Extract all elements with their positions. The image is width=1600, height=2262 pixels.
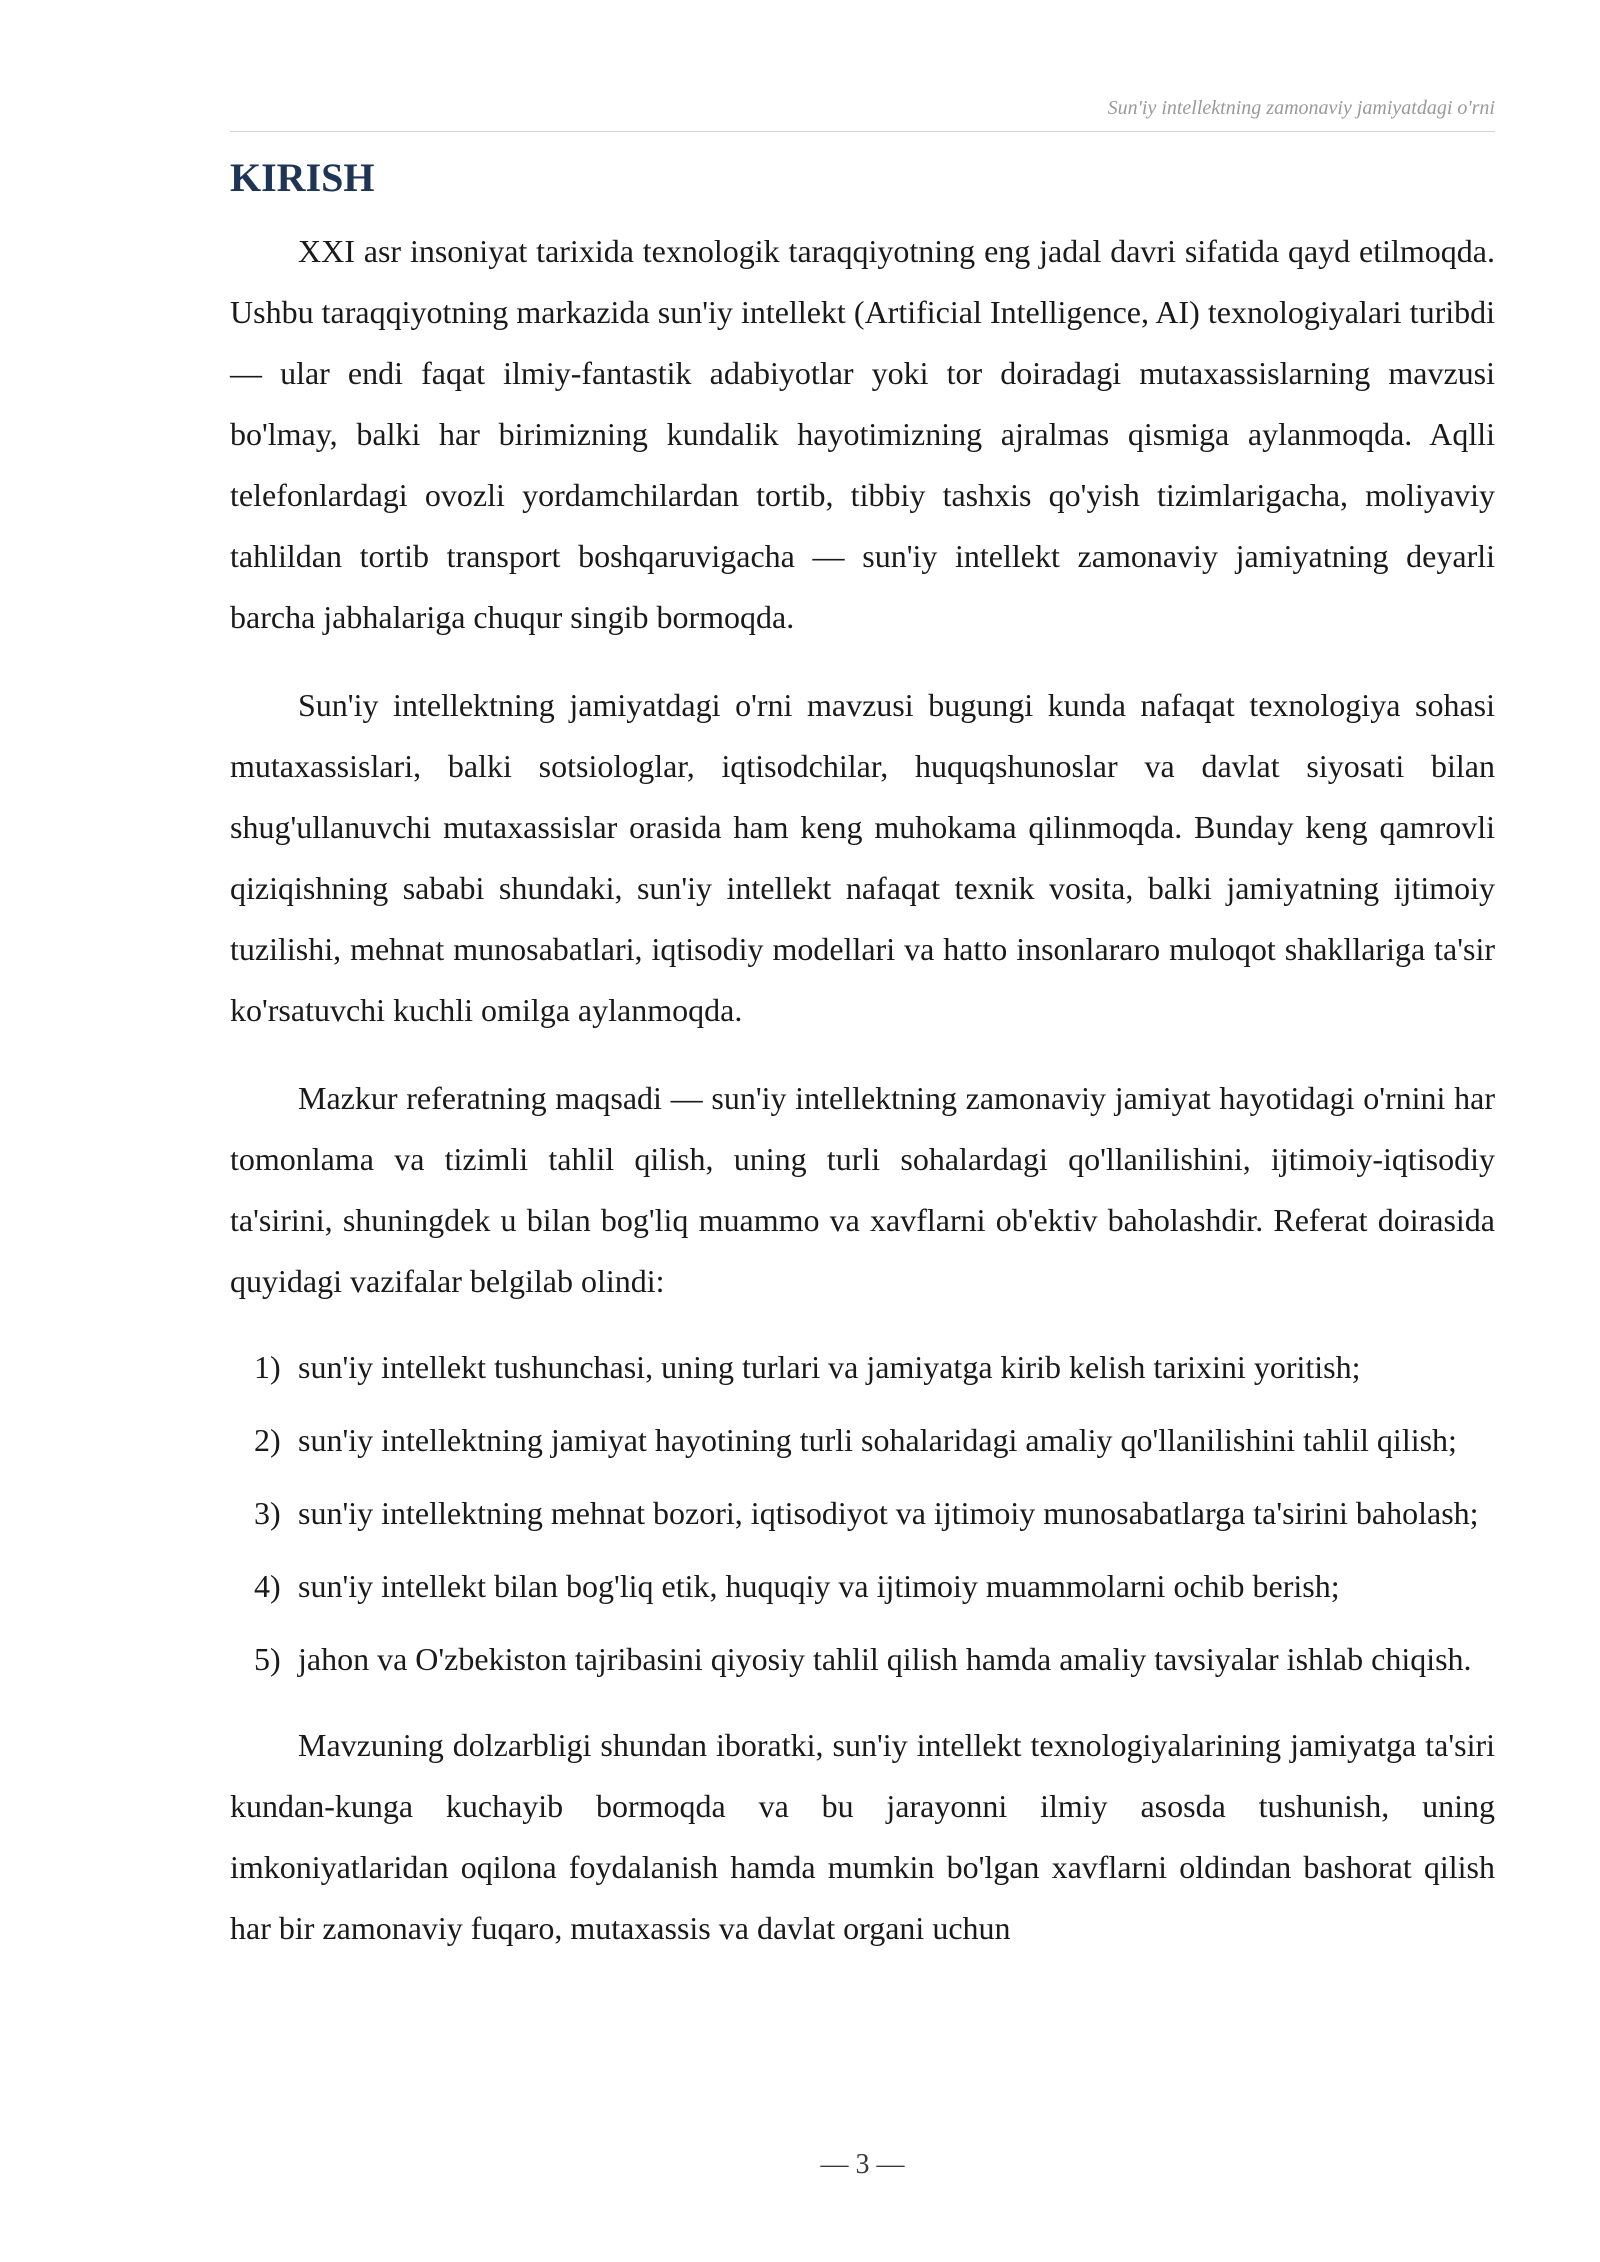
paragraph-3: Mazkur referatning maqsadi — sun'iy intellektning zamonaviy jamiyat hayotidagi o'rnini har tomonlama va tizimli tahlil qilish, uning turli sohalardagi qo'llanilishini, ijtimoiy-iqtisodiy ta'sirini, shuningdek u bilan bog'liq muammo va xavflarni ob'ektiv baholashdir. Referat doirasida quyidagi vazifalar belgilab olindi: [230,1080,1495,1299]
paragraph-2: Sun'iy intellektning jamiyatdagi o'rni mavzusi bugungi kunda nafaqat texnologiya sohasi mutaxassislari, balki sotsiologlar, iqtisodchilar, huquqshunoslar va davlat siyosati bilan shug'ullanuvchi mutaxassislar orasida ham keng muhokama qilinmoqda. Bunday keng qamrovli qiziqishning sababi shundaki, sun'iy intellekt nafaqat texnik vosita, balki jamiyatning ijtimoiy tuzilishi, mehnat munosabatlari, iqtisodiy modellari va hatto insonlararo muloqot shakllariga ta'sir ko'rsatuvchi kuchli omilga aylanmoqda. [230,687,1495,1028]
task-list [230,1339,1495,1688]
task-text: jahon va O'zbekiston tajribasini qiyosiy tahlil qilish hamda amaliy tavsiyalar ishlab chiqish. [298,1641,1472,1677]
task-item [230,1412,1495,1469]
page-content [230,150,1495,1959]
task-number: 5) [254,1641,281,1677]
header-divider [230,131,1495,132]
task-number: 4) [254,1568,281,1604]
paragraph-4: Mavzuning dolzarbligi shundan iboratki, sun'iy intellekt texnologiyalarining jamiyatga ta'siri kundan-kunga kuchayib bormoqda va bu jarayonni ilmiy asosda tushunish, uning imkoniyatlaridan oqilona foydalanish hamda mumkin bo'lgan xavflarni oldindan bashorat qilish har bir zamonaviy fuqaro, mutaxassis va davlat organi uchun [230,1727,1495,1946]
task-text: sun'iy intellekt bilan bog'liq etik, huquqiy va ijtimoiy muammolarni ochib berish; [298,1568,1340,1604]
section-heading: KIRISH [230,155,375,200]
task-text: sun'iy intellekt tushunchasi, uning turlari va jamiyatga kirib kelish tarixini yoritish; [298,1349,1361,1385]
task-number: 2) [254,1422,281,1458]
task-number: 3) [254,1495,281,1531]
paragraph-1: XXI asr insoniyat tarixida texnologik taraqqiyotning eng jadal davri sifatida qayd etilmoqda. Ushbu taraqqiyotning markazida sun'iy intellekt (Artificial Intelligence, AI) texnologiyalari turibdi — ular endi faqat ilmiy-fantastik adabiyotlar yoki tor doiradagi mutaxassislarning mavzusi bo'lmay, balki har birimizning kundalik hayotimizning ajralmas qismiga aylanmoqda. Aqlli telefonlardagi ovozli yordamchilardan tortib, tibbiy tashxis qo'yish tizimlarigacha, moliyaviy tahlildan tortib transport boshqaruvigacha — sun'iy intellekt zamonaviy jamiyatning deyarli barcha jabhalariga chuqur singib bormoqda. [230,233,1495,635]
page-number: — 3 — [820,2149,905,2180]
task-text: sun'iy intellektning mehnat bozori, iqtisodiyot va ijtimoiy munosabatlarga ta'sirini baholash; [298,1495,1479,1531]
task-number: 1) [254,1349,281,1385]
running-header: Sun'iy intellektning zamonaviy jamiyatdagi o'rni [1107,97,1495,119]
task-item [230,1339,1495,1396]
task-item [230,1558,1495,1615]
task-text: sun'iy intellektning jamiyat hayotining turli sohalaridagi amaliy qo'llanilishini tahlil qilish; [298,1422,1457,1458]
task-item [230,1631,1495,1688]
task-item [230,1485,1495,1542]
